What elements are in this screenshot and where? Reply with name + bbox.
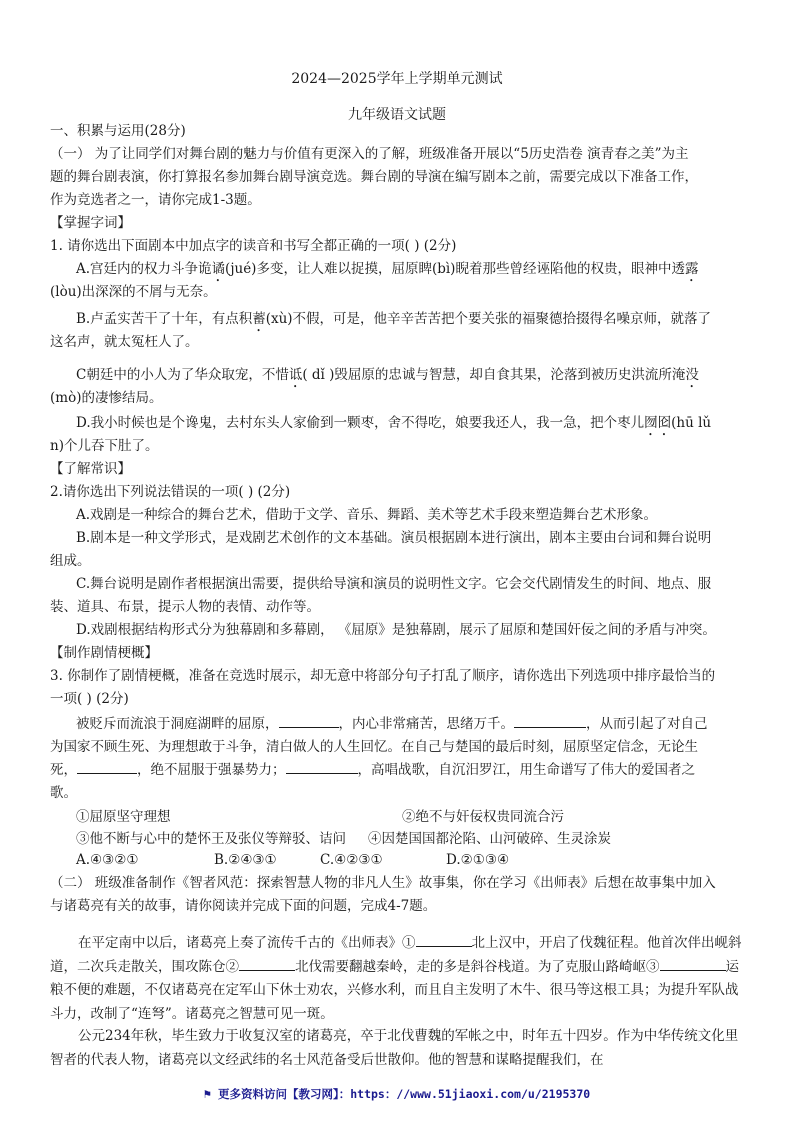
question-1-option-d: D.我小时候也是个谗鬼，去村东头人家偷到一颗枣，舍不得吃，娘要我还人，我一急，把个枣儿囫囵(hū lǔ xyxy=(76,415,712,431)
part2-intro: 与诸葛亮有关的故事，请你阅读并完成下面的问题，完成4-7题。 xyxy=(50,898,437,914)
answer-blank[interactable] xyxy=(416,932,472,947)
question-2-option-b: B.剧本是一种文学形式，是戏剧艺术创作的文本基础。演员根据剧本进行演出，剧本主要由台词和舞台说明 xyxy=(76,530,712,546)
flag-icon: ⚑ xyxy=(203,1087,212,1101)
question-3-choice-b: B.②④③① xyxy=(214,852,277,868)
question-2-option-d: D.戏剧根据结构形式分为独幕剧和多幕剧， 《屈原》是独幕剧，展示了屈原和楚国奸佞之间的矛盾与冲突。 xyxy=(76,622,716,638)
footer-link[interactable] xyxy=(0,1086,794,1102)
part2-intro: （二） 班级准备制作《智者风范：探索智慧人物的非凡人生》故事集，你在学习《出师表》后想在故事集中加入 xyxy=(50,875,716,891)
section-heading: 一、积累与运用(28分) xyxy=(50,123,186,139)
question-1-option-c-cont: (mò)的凄惨结局。 xyxy=(50,390,163,406)
question-2-option-b-cont: 组成。 xyxy=(50,553,91,569)
question-1-option-a: A.宫廷内的权力斗争诡谲(jué)多变，让人难以捉摸，屈原睥(bì)睨着那些曾经诬陷他的权贵，眼神中透露 xyxy=(76,261,699,277)
answer-blank[interactable] xyxy=(239,956,295,971)
question-1-option-b-cont: 这名声，就太冤枉人了。 xyxy=(50,334,199,350)
synopsis-line: 被贬斥而流浪于洞庭湖畔的屈原， ，内心非常痛苦，思绪万千。 ，从而引起了对自己 xyxy=(76,713,744,735)
question-1-option-b: B.卢孟实苦干了十年，有点积蓄(xù)不假，可是，他辛辛苦苦把个要关张的福聚德拾掇得名噪京师，就落了 xyxy=(76,311,712,327)
question-3-choice-a: A.④③②① xyxy=(76,852,139,868)
subsection-tag: 【制作剧情梗概】 xyxy=(50,645,158,661)
answer-blank[interactable] xyxy=(286,759,358,774)
question-1-option-a-cont: (lòu)出深深的不屑与无奈。 xyxy=(50,284,217,300)
answer-blank[interactable] xyxy=(514,713,586,728)
answer-blank[interactable] xyxy=(660,956,726,971)
exam-year-title: 2024—2025学年上学期单元测试 xyxy=(291,71,503,87)
intro-line: 题的舞台剧表演，你打算报名参加舞台剧导演竞选。舞台剧的导演在编写剧本之前，需要完成以下准备工作， xyxy=(50,169,698,185)
synopsis-line: 死， ，绝不屈服于强暴势力； ，高唱战歌，自沉汨罗江，用生命谱写了伟大的爱国者之 xyxy=(50,759,744,781)
question-3-choice-c: C.④②③① xyxy=(320,852,383,868)
passage-paragraph-1: 在平定南中以后，诸葛亮上奏了流传千古的《出师表》① 北上汉中，开启了伐魏征程。他首次伴出岘斜道，二次兵走散关，围攻陈仓② 北伐需要翻越秦岭，走的多是斜谷栈道。为了克服山路崎岖③ 运粮不便的难题，不仅诸葛亮在定军山下休士劝农，兴修水利，而且自主发明了木牛、很马等这根工具；为提升军队战斗力，改制了“连弩”。诸葛亮之智慧可见一斑。 xyxy=(50,932,744,1026)
synopsis-line: 歌。 xyxy=(50,785,77,801)
footer-text: 更多资料访问【教习网】：https：//www.51jiaoxi.com/u/2195370 xyxy=(217,1087,591,1101)
question-2-option-c: C.舞台说明是剧作者根据演出需要，提供给导演和演员的说明性文字。它会交代剧情发生的时间、地点、服 xyxy=(76,576,712,592)
exam-subject-title: 九年级语文试题 xyxy=(348,107,446,123)
question-2-option-c-cont: 装、道具、布景，提示人物的表情、动作等。 xyxy=(50,599,320,615)
question-1-stem: 1. 请你选出下面剧本中加点字的读音和书写全都正确的一项( ) (2分) xyxy=(50,238,457,254)
sentence-option-2: ②绝不与奸佞权贵同流合污 xyxy=(402,809,564,825)
question-3-choice-d: D.②①③④ xyxy=(446,852,510,868)
sentence-option-1: ①屈原坚守理想 xyxy=(76,809,171,825)
intro-line: （一） 为了让同学们对舞台剧的魅力与价值有更深入的了解，班级准备开展以“5历史浩卷 演青春之美”为主 xyxy=(50,146,689,162)
intro-line: 作为竞选者之一，请你完成1-3题。 xyxy=(50,192,261,208)
answer-blank[interactable] xyxy=(279,713,339,728)
sentence-option-4: ④因楚国国都沦陷、山河破碎、生灵涂炭 xyxy=(368,831,611,847)
question-2-option-a: A.戏剧是一种综合的舞台艺术，借助于文学、音乐、舞蹈、美术等艺术手段来塑造舞台艺术形象。 xyxy=(76,507,658,523)
question-3-stem: 3. 你制作了剧情梗概，准备在竞选时展示，却无意中将部分句子打乱了顺序，请你选出下列选项中排序最恰当的 xyxy=(50,668,716,684)
question-3-stem-cont: 一项( ) (2分) xyxy=(50,691,129,707)
question-1-option-d-cont: n)个儿吞下肚了。 xyxy=(50,438,159,454)
subsection-tag: 【掌握字词】 xyxy=(50,215,131,231)
subsection-tag: 【了解常识】 xyxy=(50,461,131,477)
question-1-option-c: C朝廷中的小人为了华众取宠，不惜诋( dǐ )毁屈原的忠诚与智慧，却自食其果，沦落到被历史洪流所淹没 xyxy=(76,367,699,383)
question-2-stem: 2.请你选出下列说法错误的一项( ) (2分) xyxy=(50,484,291,500)
sentence-option-3: ③他不断与心中的楚怀王及张仪等辩驳、诘问 xyxy=(76,831,346,847)
answer-blank[interactable] xyxy=(77,759,137,774)
synopsis-line: 为国家不顾生死、为理想敢于斗争，清白做人的人生回忆。在自己与楚国的最后时刻，屈原坚定信念，无论生 xyxy=(50,739,698,755)
passage-paragraph-2: 公元234年秋，毕生致力于收复汉室的诸葛亮，卒于北伐曹魏的军帐之中，时年五十四岁。作为中华传统文化里智者的代表人物，诸葛亮以文经武纬的名士风范备受后世散仰。他的智慧和谋略提醒我们，在 xyxy=(50,1028,739,1068)
